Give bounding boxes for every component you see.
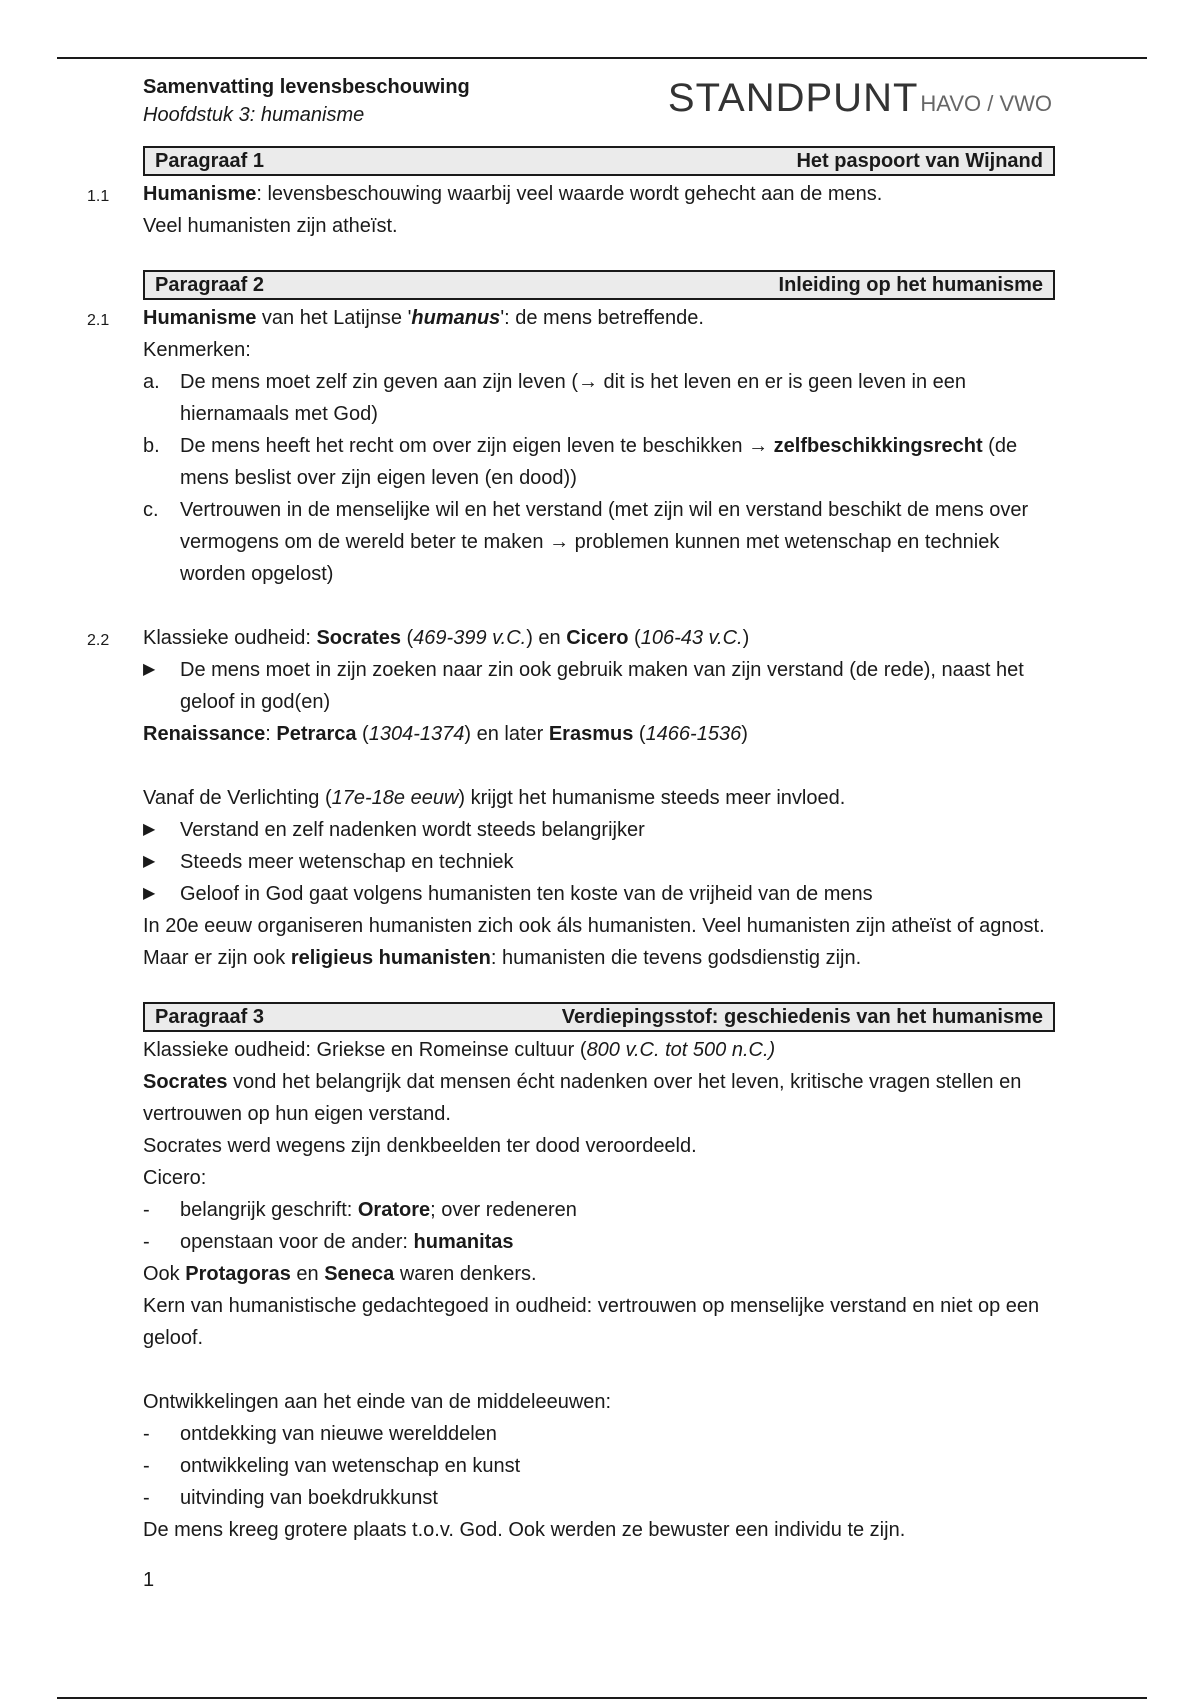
text-line: Veel humanisten zijn atheïst. <box>143 215 398 237</box>
twentieth-century-text <box>143 910 1055 974</box>
list-marker: - <box>143 1455 150 1477</box>
term: Renaissance <box>143 723 266 745</box>
paragraph-2-heading <box>143 270 1055 300</box>
list-text: Verstand en zelf nadenken wordt steeds belangrijker <box>180 819 645 841</box>
term: Humanisme <box>143 183 257 205</box>
list-marker: b. <box>143 435 160 457</box>
term: religieus humanisten <box>290 947 491 969</box>
text: ) en later <box>464 723 549 745</box>
text: Ook <box>143 1263 186 1285</box>
list-marker: - <box>143 1487 150 1509</box>
paragraph-1-heading <box>143 146 1055 176</box>
text: De mens heeft het recht om over zijn eigen leven te beschikken → <box>180 435 774 457</box>
definition-humanisme <box>87 178 1055 210</box>
dash-item <box>143 1418 1055 1450</box>
term: zelfbeschikkingsrecht <box>773 435 983 457</box>
renaissance-line: Renaissance: Petrarca (1304-1374) en later Erasmus (1466-1536) <box>143 723 748 745</box>
term: Oratore <box>357 1199 431 1221</box>
term: Seneca <box>324 1263 395 1285</box>
term: Socrates <box>143 1071 228 1093</box>
dash-item <box>143 1194 1055 1226</box>
bottom-rule <box>57 1697 1147 1699</box>
list-text <box>180 430 1055 494</box>
list-text: Geloof in God gaat volgens humanisten ten koste van de vrijheid van de mens <box>180 883 873 905</box>
bullet-item <box>143 654 1055 718</box>
brand-logo <box>668 76 1052 121</box>
list-text: De mens moet zelf zin geven aan zijn leven (→ dit is het leven en er is geen leven in een hiernamaals met God) <box>180 371 966 425</box>
text-line: Cicero: <box>143 1167 207 1189</box>
paragraph-title: Verdiepingsstof: geschiedenis van het humanisme <box>561 1006 1043 1028</box>
paragraph-title: Het paspoort van Wijnand <box>796 150 1043 172</box>
text: ) en <box>526 627 567 649</box>
bullet-icon: ▶ <box>143 661 156 678</box>
text: en <box>290 1263 325 1285</box>
text: : humanisten die tevens godsdienstig zijn. <box>490 947 862 969</box>
term: Socrates <box>316 627 401 649</box>
dates: 1304-1374 <box>368 723 465 745</box>
list-marker: - <box>143 1199 150 1221</box>
list-marker: c. <box>143 499 159 521</box>
bullet-item <box>143 878 1055 910</box>
text: van het Latijnse ' <box>256 307 412 329</box>
paragraph-label: Paragraaf 3 <box>155 1006 264 1028</box>
dash-item <box>143 1226 1055 1258</box>
list-text: uitvinding van boekdrukkunst <box>180 1487 438 1509</box>
document-body <box>87 146 1055 1546</box>
text: belangrijk geschrift: <box>180 1199 358 1221</box>
brand-sub: HAVO / VWO <box>920 91 1052 116</box>
top-rule <box>57 57 1147 59</box>
list-text <box>180 1226 1055 1258</box>
section-number: 2.2 <box>87 632 110 649</box>
brand-main: STANDPUNT <box>667 76 919 120</box>
term: Protagoras <box>185 1263 291 1285</box>
term: Cicero <box>566 627 629 649</box>
text-line: Kern van humanistische gedachtegoed in oudheid: vertrouwen op menselijke verstand en niet op een geloof. <box>143 1295 1040 1349</box>
text: waren denkers. <box>394 1263 537 1285</box>
text: vond het belangrijk dat mensen écht nadenken over het leven, kritische vragen stellen en vertrouwen op hun eigen verstand. <box>143 1071 1022 1125</box>
list-item <box>143 494 1055 590</box>
list-text: ontdekking van nieuwe werelddelen <box>180 1423 497 1445</box>
definition-text: : levensbeschouwing waarbij veel waarde wordt gehecht aan de mens. <box>256 183 883 205</box>
text: openstaan voor de ander: <box>180 1231 414 1253</box>
document-subtitle: Hoofdstuk 3: humanisme <box>143 104 365 126</box>
section-number: 2.1 <box>87 312 110 329</box>
text: ) krijgt het humanisme steeds meer invloed. <box>458 787 846 809</box>
dash-item <box>143 1482 1055 1514</box>
list-text: Steeds meer wetenschap en techniek <box>180 851 514 873</box>
list-text: ontwikkeling van wetenschap en kunst <box>180 1455 521 1477</box>
term: Petrarca <box>276 723 357 745</box>
document-title: Samenvatting levensbeschouwing <box>143 76 470 98</box>
list-item <box>143 430 1055 494</box>
kenmerken-label: Kenmerken: <box>143 339 251 361</box>
text: Klassieke oudheid: <box>143 627 317 649</box>
list-marker: - <box>143 1231 150 1253</box>
dates: 800 v.C. tot 500 n.C.) <box>586 1039 776 1061</box>
text: ': de mens betreffende. <box>500 307 704 329</box>
document-header <box>143 73 470 129</box>
bullet-icon: ▶ <box>143 885 156 902</box>
bullet-icon: ▶ <box>143 821 156 838</box>
latin-word: humanus <box>411 307 501 329</box>
paragraph-label: Paragraaf 1 <box>155 150 264 172</box>
bullet-item <box>143 846 1055 878</box>
dash-item <box>143 1450 1055 1482</box>
dates: 17e-18e eeuw <box>331 787 459 809</box>
humanus-definition <box>87 302 1055 334</box>
list-item <box>143 366 1055 430</box>
list-marker: a. <box>143 371 160 393</box>
dates: 469-399 v.C. <box>413 627 527 649</box>
dates: 1466-1536 <box>645 723 742 745</box>
paragraph-label: Paragraaf 2 <box>155 274 264 296</box>
term: Erasmus <box>548 723 634 745</box>
term: Humanisme <box>143 307 257 329</box>
text-line: Socrates werd wegens zijn denkbeelden ter dood veroordeeld. <box>143 1135 697 1157</box>
verlichting-line <box>143 782 1055 814</box>
paragraph-title: Inleiding op het humanisme <box>778 274 1043 296</box>
list-text <box>180 1194 1055 1226</box>
text: Klassieke oudheid: Griekse en Romeinse cultuur ( <box>143 1039 587 1061</box>
text: In 20e eeuw organiseren humanisten zich ook áls humanisten. Veel humanisten zijn atheïst of agnost. Maar er zijn ook <box>143 915 1045 969</box>
page-number: 1 <box>143 1569 155 1591</box>
klassieke-oudheid-line <box>143 1034 1055 1066</box>
text-line: De mens kreeg grotere plaats t.o.v. God. Ook werden ze bewuster een individu te zijn. <box>143 1519 906 1541</box>
paragraph-3-heading <box>143 1002 1055 1032</box>
thinkers-line <box>143 1258 1055 1290</box>
klassieke-oudheid-line: 2.2 Klassieke oudheid: Socrates (469-399 v.C.) en Cicero (106-43 v.C.) <box>143 622 1055 654</box>
list-marker: - <box>143 1423 150 1445</box>
bullet-icon: ▶ <box>143 853 156 870</box>
text: Vanaf de Verlichting ( <box>143 787 332 809</box>
list-text: Vertrouwen in de menselijke wil en het verstand (met zijn wil en verstand beschikt de mens over vermogens om de wereld beter te maken → problemen kunnen met wetenschap en techniek worden opgelost) <box>180 499 1029 585</box>
list-text: De mens moet in zijn zoeken naar zin ook gebruik maken van zijn verstand (de rede), naast het geloof in god(en) <box>180 659 1024 713</box>
bullet-item <box>143 814 1055 846</box>
socrates-text <box>143 1066 1055 1130</box>
text-line: Ontwikkelingen aan het einde van de middeleeuwen: <box>143 1391 612 1413</box>
section-number: 1.1 <box>87 188 110 205</box>
text: ; over redeneren <box>430 1199 577 1221</box>
text: (de mens beslist over zijn eigen leven (en dood)) <box>180 435 1018 489</box>
dates: 106-43 v.C. <box>640 627 743 649</box>
term: humanitas <box>413 1231 514 1253</box>
